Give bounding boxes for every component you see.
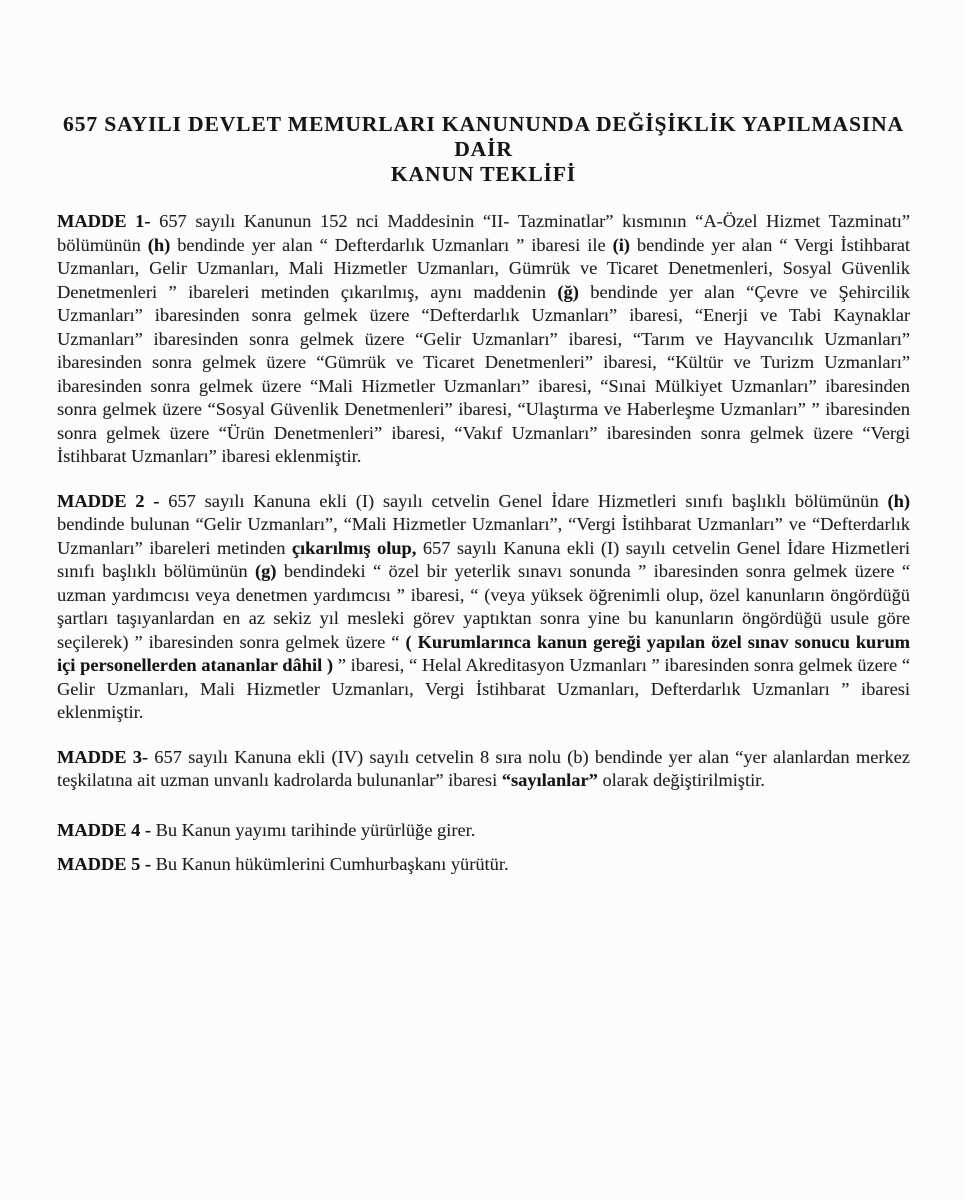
- article-madde-2: MADDE 2 - 657 sayılı Kanuna ekli (I) sayılı cetvelin Genel İdare Hizmetleri sınıfı başlıklı bölümünün (h) bendinde bulunan “Gelir Uzmanları”, “Mali Hizmetler Uzmanları”, “Vergi İstihbarat Uzmanları” ve “Defterdarlık Uzmanları” ibareleri metinden çıkarılmış olup, 657 sayılı Kanuna ekli (I) sayılı cetvelin Genel İdare Hizmetleri sınıfı başlıklı bölümünün (g) bendindeki “ özel bir yeterlik sınavı sonunda ” ibaresinden sonra gelmek üzere “ uzman yardımcısı veya denetmen yardımcısı ” ibaresi, “ (veya yüksek öğrenimli olup, özel kanunların öngördüğü şartları taşıyanlardan en az sekiz yıl mesleki görev yaptıktan sonra yine bu kanunların öngördüğü usule göre seçilerek) ” ibaresinden sonra gelmek üzere “ ( Kurumlarınca kanun gereği yapılan özel sınav sonucu kurum içi personellerden atananlar dâhil ) ” ibaresi, “ Helal Akreditasyon Uzmanları ” ibaresinden sonra gelmek üzere “ Gelir Uzmanları, Mali Hizmetler Uzmanları, Vergi İstihbarat Uzmanları, Defterdarlık Uzmanları ” ibaresi eklenmiştir.: [57, 490, 911, 722]
- article-madde-3: MADDE 3- 657 sayılı Kanuna ekli (IV) sayılı cetvelin 8 sıra nolu (b) bendinde yer alan “yer alanlardan merkez teşkilatına ait uzman unvanlı kadrolarda bulunanlar” ibaresi “sayılanlar” olarak değiştirilmiştir.: [57, 746, 910, 790]
- article-madde-5: MADDE 5 - Bu Kanun hükümlerini Cumhurbaşkanı yürütür.: [57, 854, 509, 874]
- article-madde-1: MADDE 1- 657 sayılı Kanunun 152 nci Maddesinin “II- Tazminatlar” kısmının “A-Özel Hizmet Tazminatı” bölümünün (h) bendinde yer alan “ Defterdarlık Uzmanları ” ibaresi ile (i) bendinde yer alan “ Vergi İstihbarat Uzmanları, Gelir Uzmanları, Mali Hizmetler Uzmanları, Gümrük ve Ticaret Denetmenleri, Sosyal Güvenlik Denetmenleri ” ibareleri metinden çıkarılmış, aynı maddenin (ğ) bendinde yer alan “Çevre ve Şehircilik Uzmanları” ibaresinden sonra gelmek üzere “Defterdarlık Uzmanları” ibaresi, “Enerji ve Tabi Kaynaklar Uzmanları” ibaresinden sonra gelmek üzere “Gelir Uzmanları” ibaresi, “Tarım ve Hayvancılık Uzmanları” ibaresinden sonra gelmek üzere “Gümrük ve Ticaret Denetmenleri” ibaresi, “Kültür ve Turizm Uzmanları” ibaresinden sonra gelmek üzere “Mali Hizmetler Uzmanları” ibaresi, “Sınai Mülkiyet Uzmanları” ibaresinden sonra gelmek üzere “Sosyal Güvenlik Denetmenleri” ibaresi, “Ulaştırma ve Haberleşme Uzmanları” ” ibaresinden sonra gelmek üzere “Ürün Denetmenleri” ibaresi, “Vakıf Uzmanları” ibaresinden sonra gelmek üzere “Vergi İstihbarat Uzmanları” ibaresi eklenmiştir.: [57, 211, 911, 466]
- document-content: [57, 112, 910, 877]
- title-line-1: 657 SAYILI DEVLET MEMURLARI KANUNUNDA DEĞİŞİKLİK YAPILMASINA DAİR: [63, 112, 904, 161]
- title-line-2: KANUN TEKLİFİ: [390, 162, 577, 186]
- document-title: [57, 112, 910, 187]
- article-madde-4: MADDE 4 - Bu Kanun yayımı tarihinde yürürlüğe girer.: [57, 819, 476, 840]
